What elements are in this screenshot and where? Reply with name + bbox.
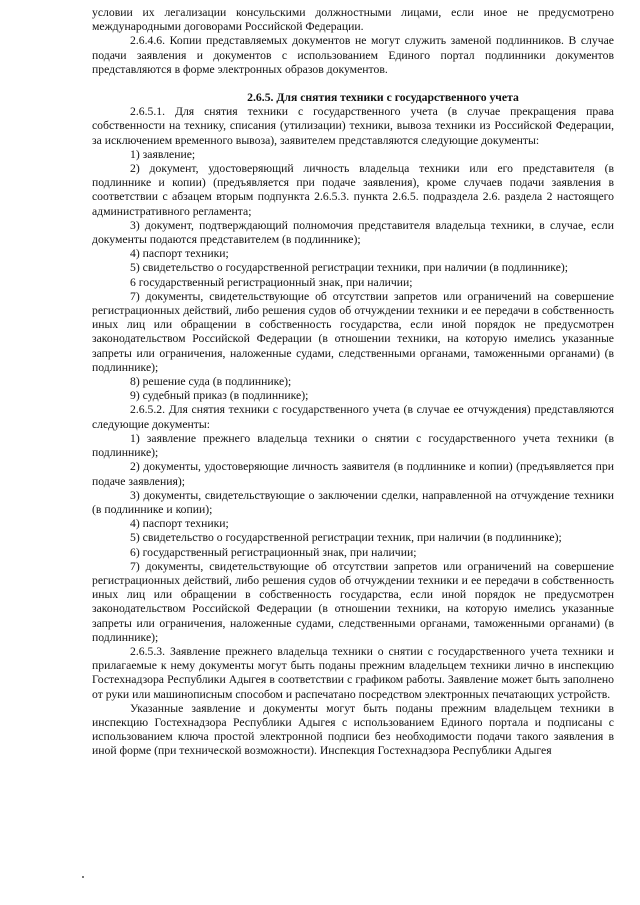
paragraph: 8) решение суда (в подлиннике); bbox=[130, 375, 292, 389]
paragraph: 3) документы, свидетельствующие о заключении сделки, направленной на отчуждение техники (в подлиннике и копии); bbox=[92, 488, 614, 516]
paragraph: 7) документы, свидетельствующие об отсутствии запретов или ограничений на совершение регистрационных действий, либо решения судов об отчуждении техники и ее передачи в собственность иных лиц или обращении в собственность государства, если иной порядок не предусмотрен законодательством Российской Федерации (в отношении техники, на которую имелись указанные запреты или ограничения, наложенные судами, следственными органами, таможенными органами) (в подлиннике); bbox=[92, 289, 614, 374]
paragraph: 1) заявление; bbox=[130, 147, 196, 161]
paragraph: 3) документ, подтверждающий полномочия представителя владельца техники, в случае, если документы подаются представителем (в подлиннике); bbox=[92, 218, 614, 247]
paragraph: 9) судебный приказ (в подлиннике); bbox=[130, 389, 309, 403]
paragraph: 2) документ, удостоверяющий личность владельца техники или его представителя (в подлиннике и копии) (предъявляется при подаче заявления), кроме случаев подачи заявления в соответствии с абзацем вторым подпункта 2.6.5.3. пункта 2.6.5. подраздела 2.6. раздела 2 настоящего административного регламента; bbox=[92, 162, 614, 218]
section-heading: 2.6.5. Для снятия техники с государственного учета bbox=[247, 91, 519, 105]
paragraph: 6 государственный регистрационный знак, при наличии; bbox=[130, 275, 413, 289]
paragraph: 1) заявление прежнего владельца техники о снятии с государственного учета техники (в подлиннике); bbox=[92, 431, 614, 460]
paragraph: 6) государственный регистрационный знак, при наличии; bbox=[130, 545, 417, 559]
scan-speck bbox=[82, 876, 84, 878]
paragraph: 2.6.5.1. Для снятия техники с государственного учета (в случае прекращения права собственности на технику, списания (утилизации) техники, вывоза техники из Российской Федерации, за исключением временного вывоза), заявителем представляются следующие документы: bbox=[92, 105, 614, 147]
paragraph: 2.6.5.3. Заявление прежнего владельца техники о снятии с государственного учета техники и прилагаемые к нему документы могут быть поданы прежним владельцем техники лично в инспекцию Гостехнадзора Республики Адыгея в соответствии с графиком работы. Заявление может быть заполнено от руки или машинописным способом и распечатано посредством электронных печатающих устройств. bbox=[92, 644, 614, 701]
document-page bbox=[92, 6, 614, 759]
spacer bbox=[92, 77, 614, 91]
paragraph: 2.6.4.6. Копии представляемых документов не могут служить заменой подлинников. В случае подачи заявления и документов с использованием Единого портал подлинники документов представляются в форме электронных образов документов. bbox=[92, 34, 614, 76]
paragraph: 5) свидетельство о государственной регистрации техники, при наличии (в подлиннике); bbox=[130, 261, 569, 275]
paragraph: условии их легализации консульскими должностными лицами, если иное не предусмотрено международными договорами Российской Федерации. bbox=[92, 6, 614, 34]
top-paragraphs bbox=[92, 6, 614, 77]
paragraph: Указанные заявление и документы могут быть поданы прежним владельцем техники в инспекцию Гостехнадзора Республики Адыгея с использованием Единого портала и подписаны с использованием ключа простой электронной подписи без необходимости подачи такого заявления в иной форме (при технической возможности). Инспекция Гостехнадзора Республики Адыгея bbox=[92, 701, 614, 758]
paragraph: 2) документы, удостоверяющие личность заявителя (в подлиннике и копии) (предъявляется при подаче заявления); bbox=[92, 460, 614, 488]
section-body bbox=[92, 105, 614, 758]
paragraph: 2.6.5.2. Для снятия техники с государственного учета (в случае ее отчуждения) представляются следующие документы: bbox=[92, 403, 614, 431]
paragraph: 4) паспорт техники; bbox=[130, 247, 229, 261]
paragraph: 7) документы, свидетельствующие об отсутствии запретов или ограничений на совершение регистрационных действий, либо решения судов об отчуждении техники и ее передачи в собственность иных лиц или обращении в собственность государства, если иной порядок не предусмотрен законодательством Российской Федерации (в отношении техники, на которую имелись указанные запреты или ограничения, наложенные судами, следственными органами, таможенными органами) (в подлиннике); bbox=[92, 559, 614, 644]
paragraph: 4) паспорт техники; bbox=[130, 517, 229, 531]
paragraph: 5) свидетельство о государственной регистрации техник, при наличии (в подлиннике); bbox=[130, 531, 562, 545]
